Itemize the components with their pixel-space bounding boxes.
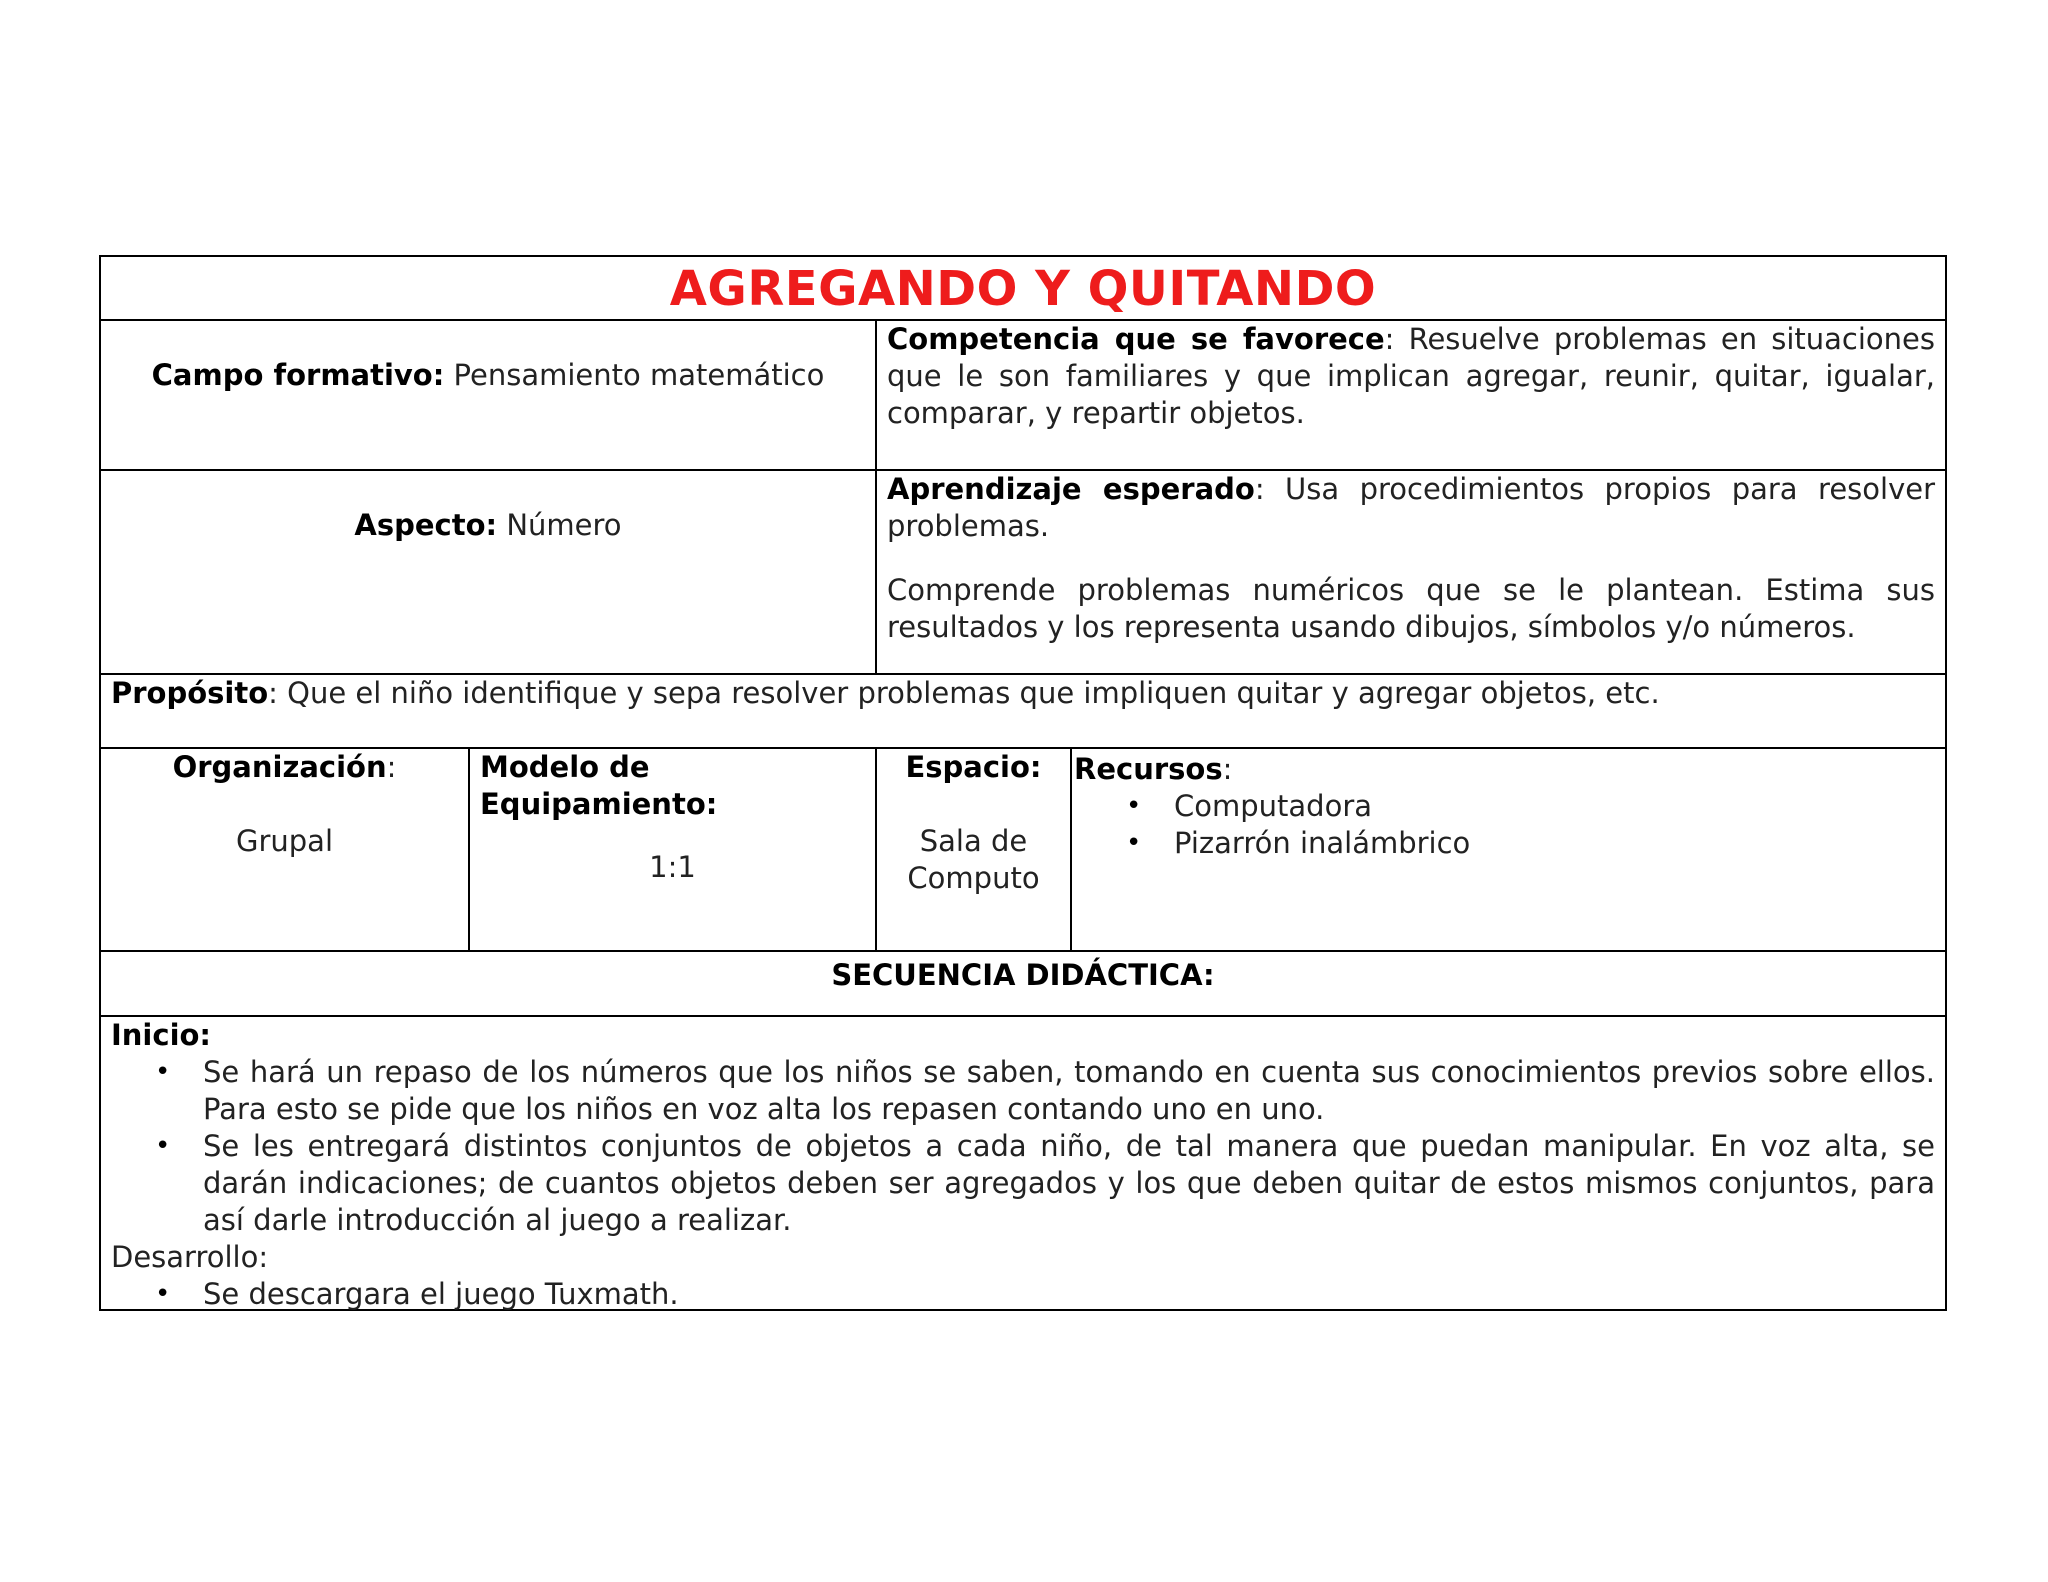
campo-formativo (101, 357, 875, 394)
aspecto (101, 507, 875, 544)
aprendizaje-esperado (887, 471, 1935, 545)
aprendizaje-detail: Comprende problemas numéricos que se le plantean. Estima sus resultados y los representa usando dibujos, símbolos y/o números. (887, 573, 1935, 644)
inicio-label: Inicio: (111, 1018, 212, 1052)
modelo-value: 1:1 (649, 850, 696, 884)
campo-formativo-label: Campo formativo: (151, 358, 445, 392)
aprendizaje-text: : Usa procedimientos propios para resolver problemas. (887, 472, 1935, 543)
competencia-label: Competencia que se favorece (887, 322, 1385, 356)
list-item: • Se hará un repaso de los números que los niños se saben, tomando en cuenta sus conocimientos previos sobre ellos. Para esto se pide que los niños en voz alta los repasen contando uno en uno. (203, 1054, 1935, 1128)
recursos-label: Recursos (1074, 752, 1223, 786)
espacio-label: Espacio: (905, 750, 1042, 784)
modelo-label: Modelo de Equipamiento: (480, 750, 718, 821)
divider (101, 950, 1945, 952)
organizacion-colon: : (386, 750, 397, 784)
divider (1070, 747, 1072, 950)
section-heading: SECUENCIA DIDÁCTICA: (831, 958, 1215, 992)
competencia (887, 321, 1935, 432)
secuencia-body (111, 1017, 1935, 1313)
aspecto-label: Aspecto: (354, 508, 498, 542)
planning-table (99, 255, 1947, 1311)
recursos-colon: : (1222, 752, 1233, 786)
document-title: AGREGANDO Y QUITANDO (669, 261, 1377, 317)
divider (875, 319, 877, 673)
aspecto-value: Número (497, 508, 622, 542)
proposito (111, 675, 1935, 712)
proposito-label: Propósito (111, 676, 269, 710)
campo-formativo-value: Pensamiento matemático (444, 358, 825, 392)
inicio-list (111, 1054, 1935, 1239)
list-item: • Se descargara el juego Tuxmath. (203, 1276, 1935, 1313)
desarrollo-list (111, 1276, 1935, 1313)
list-item: • Se les entregará distintos conjuntos de objetos a cada niño, de tal manera que puedan manipular. En voz alta, se darán indicaciones; de cuantos objetos deben ser agregados y los que deben quitar de estos mismos conjuntos, para así darle introducción al juego a realizar. (203, 1128, 1935, 1239)
list-item: • Pizarrón inalámbrico (1174, 825, 1934, 862)
proposito-text: : Que el niño identifique y sepa resolver problemas que impliquen quitar y agregar objetos, etc. (268, 676, 1660, 710)
recursos-list (1074, 788, 1934, 862)
organizacion (101, 749, 468, 786)
organizacion-value: Grupal (235, 824, 333, 858)
desarrollo-label: Desarrollo: (111, 1240, 269, 1274)
recursos (1074, 751, 1934, 862)
aprendizaje-label: Aprendizaje esperado (887, 472, 1255, 506)
organizacion-label: Organización (172, 750, 387, 784)
competencia-text: : Resuelve problemas en situaciones que le son familiares y que implican agregar, reunir, quitar, igualar, comparar, y repartir objetos. (887, 322, 1935, 430)
list-item: • Computadora (1174, 788, 1934, 825)
espacio-value: Sala de Computo (907, 824, 1040, 895)
